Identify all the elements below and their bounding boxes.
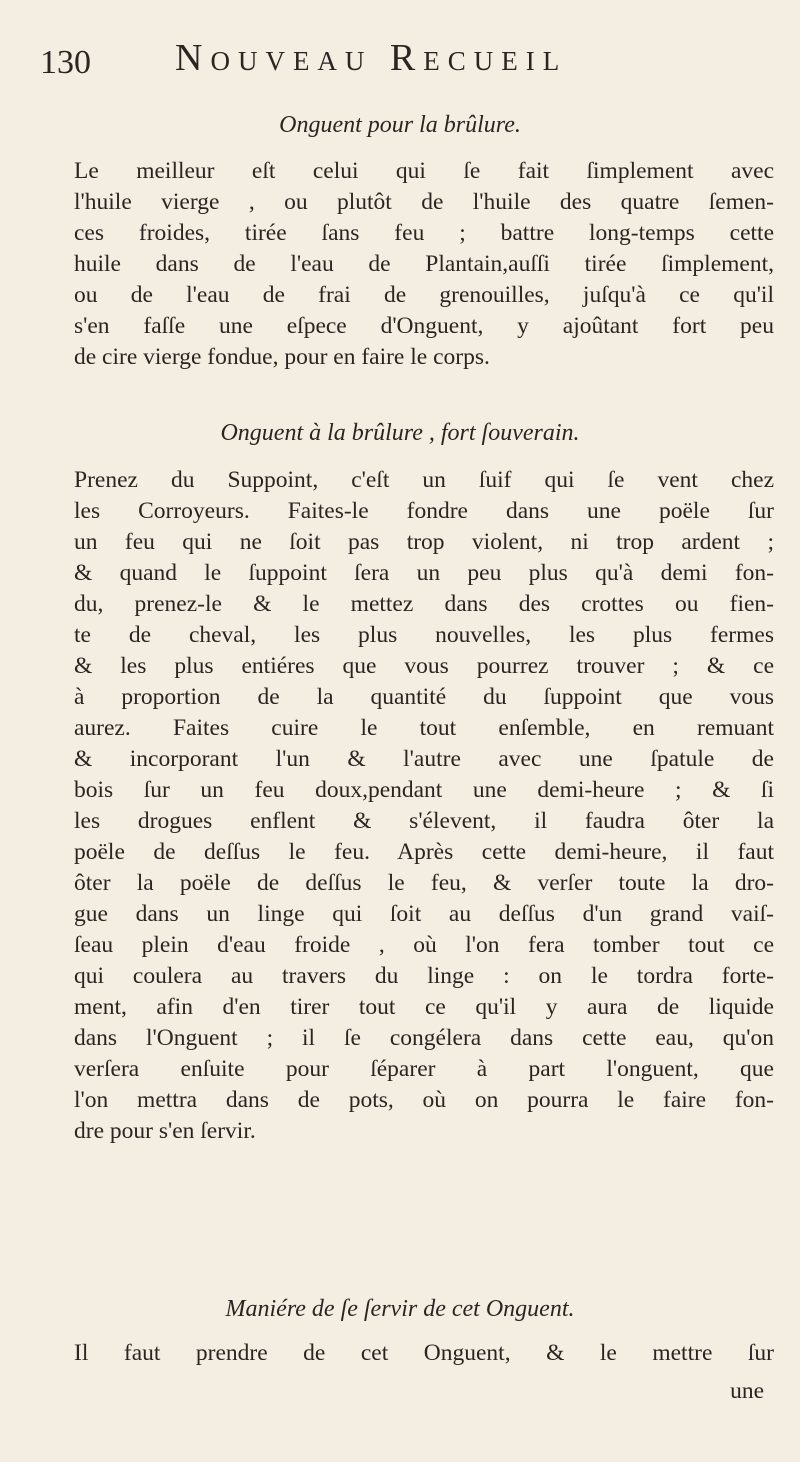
paragraph [74, 465, 774, 1147]
text-line: ou de l'eau de frai de grenouilles, juſqu'à ce qu'il [74, 282, 774, 308]
page-number: 130 [40, 44, 91, 81]
text-line: l'huile vierge , ou plutôt de l'huile des quatre ſemen- [74, 189, 774, 215]
text-line: & incorporant l'un & l'autre avec une ſpatule de [74, 746, 774, 772]
text-line: verſera enſuite pour ſéparer à part l'onguent, que [74, 1056, 774, 1082]
text-line: te de cheval, les plus nouvelles, les plus fermes [74, 622, 774, 648]
text-line: Le meilleur eſt celui qui ſe fait ſimplement avec [74, 158, 774, 184]
text-line: du, prenez-le & le mettez dans des crottes ou fien- [74, 591, 774, 617]
text-line: un feu qui ne ſoit pas trop violent, ni trop ardent ; [74, 529, 774, 555]
running-head: Nouveau Recueil [175, 37, 568, 79]
text-line: ôter la poële de deſſus le feu, & verſer toute la dro- [74, 870, 774, 896]
text-line: poële de deſſus le feu. Après cette demi-heure, il faut [74, 839, 774, 865]
text-line: qui coulera au travers du linge : on le tordra forte- [74, 963, 774, 989]
text-line: dre pour s'en ſervir. [74, 1118, 256, 1144]
text-line: gue dans un linge qui ſoit au deſſus d'un grand vaiſ- [74, 901, 774, 927]
text-line: & quand le ſuppoint ſera un peu plus qu'à demi fon- [74, 560, 774, 586]
text-line: & les plus entiéres que vous pourrez trouver ; & ce [74, 653, 774, 679]
section-title: Onguent à la brûlure , fort ſouverain. [220, 420, 580, 446]
paragraph [74, 156, 774, 373]
text-line: les drogues enflent & s'élevent, il faudra ôter la [74, 808, 774, 834]
text-line: à proportion de la quantité du ſuppoint que vous [74, 684, 774, 710]
text-line: dans l'Onguent ; il ſe congélera dans cette eau, qu'on [74, 1025, 774, 1051]
section-title: Onguent pour la brûlure. [279, 112, 521, 138]
paragraph [74, 1338, 774, 1369]
page-header [40, 36, 760, 92]
text-line: les Corroyeurs. Faites-le fondre dans une poële ſur [74, 498, 774, 524]
text-line: ment, afin d'en tirer tout ce qu'il y aura de liquide [74, 994, 774, 1020]
text-line: aurez. Faites cuire le tout enſemble, en remuant [74, 715, 774, 741]
section-title: Maniére de ſe ſervir de cet Onguent. [225, 1296, 575, 1322]
text-line: Il faut prendre de cet Onguent, & le mettre ſur [74, 1340, 774, 1366]
text-line: huile dans de l'eau de Plantain,auſſi tirée ſimplement, [74, 251, 774, 277]
text-line: ces froides, tirée ſans feu ; battre long-temps cette [74, 220, 774, 246]
text-line: ſeau plein d'eau froide , où l'on fera tomber tout ce [74, 932, 774, 958]
text-line: Prenez du Suppoint, c'eſt un ſuif qui ſe vent chez [74, 467, 774, 493]
catchword: une [730, 1378, 764, 1404]
text-line: bois ſur un feu doux,pendant une demi-heure ; & ſi [74, 777, 774, 803]
text-line: l'on mettra dans de pots, où on pourra le faire fon- [74, 1087, 774, 1113]
text-line: s'en faſſe une eſpece d'Onguent, y ajoûtant fort peu [74, 313, 774, 339]
text-line: de cire vierge fondue, pour en faire le corps. [74, 344, 490, 370]
